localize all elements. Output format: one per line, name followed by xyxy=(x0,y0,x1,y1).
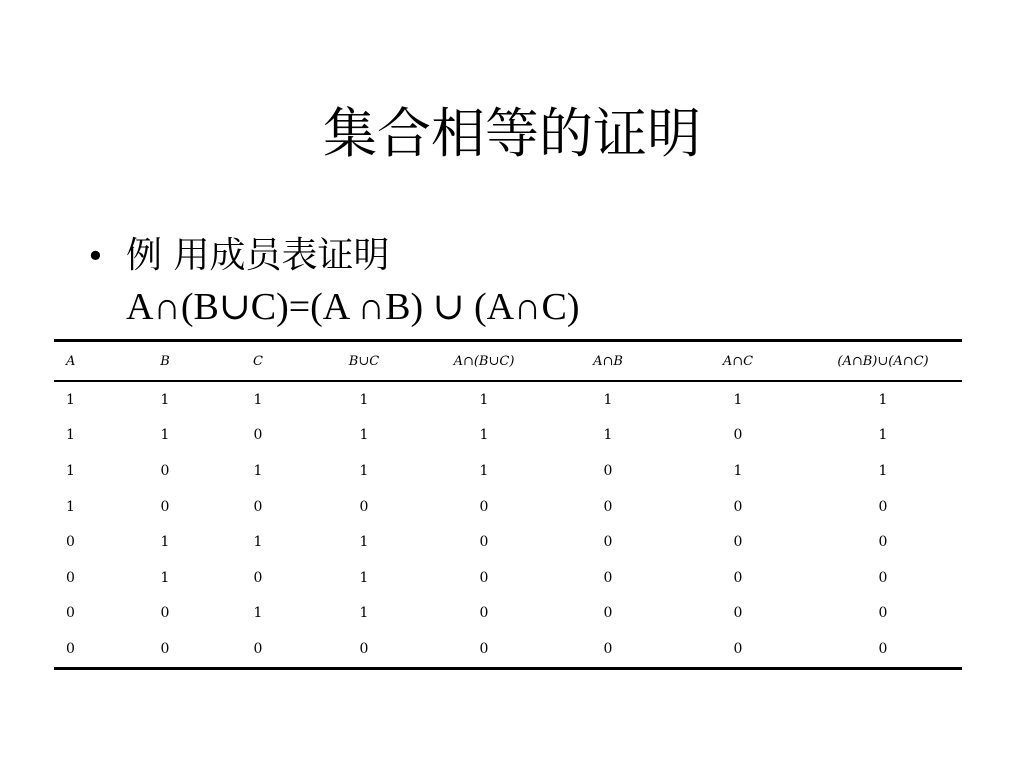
table-cell: 0 xyxy=(603,640,613,657)
table-cell: 1 xyxy=(253,462,263,479)
table-cell: 1 xyxy=(733,391,743,408)
table-cell: 0 xyxy=(733,427,743,444)
table-cell: 0 xyxy=(603,498,613,515)
set-formula: A∩(B∪C)=(A ∩B) ∪ (A∩C) xyxy=(126,286,580,328)
table-cell: 1 xyxy=(160,569,170,586)
table-cell: 1 xyxy=(878,462,888,479)
table-cell: 0 xyxy=(359,498,369,515)
table-cell: 1 xyxy=(66,498,75,515)
table-cell: 1 xyxy=(253,534,263,551)
table-cell: 1 xyxy=(66,462,75,479)
table-cell: 0 xyxy=(733,605,743,622)
table-cell: 1 xyxy=(359,391,369,408)
membership-table xyxy=(54,339,962,670)
table-cell: 0 xyxy=(479,498,489,515)
table-cell: 0 xyxy=(160,498,170,515)
slide-title: 集合相等的证明 xyxy=(323,102,701,165)
table-cell: 0 xyxy=(66,569,75,586)
table-cell: 1 xyxy=(359,427,369,444)
table-row xyxy=(54,560,962,596)
table-cell: 1 xyxy=(878,391,888,408)
table-header-cell: A xyxy=(66,353,76,369)
table-row xyxy=(54,453,962,489)
table-row xyxy=(54,418,962,454)
table-cell: 0 xyxy=(160,640,170,657)
table-cell: 1 xyxy=(479,391,489,408)
table-header-cell: (A∩B)∪(A∩C) xyxy=(837,353,929,369)
table-cell: 1 xyxy=(359,605,369,622)
table-row xyxy=(54,631,962,668)
table-cell: 0 xyxy=(878,569,888,586)
table-cell: 1 xyxy=(359,569,369,586)
table-header-row xyxy=(54,341,962,382)
table-row xyxy=(54,489,962,525)
table-cell: 0 xyxy=(253,498,263,515)
table-cell: 0 xyxy=(253,569,263,586)
table-cell: 0 xyxy=(603,569,613,586)
table-cell: 0 xyxy=(66,640,75,657)
table-cell: 0 xyxy=(479,534,489,551)
table-cell: 0 xyxy=(66,534,75,551)
table-cell: 0 xyxy=(160,605,170,622)
table-row xyxy=(54,596,962,632)
table-cell: 0 xyxy=(878,605,888,622)
bullet-text: 例 用成员表证明 xyxy=(126,235,390,276)
table-cell: 0 xyxy=(479,605,489,622)
table-cell: 0 xyxy=(253,640,263,657)
table-cell: 0 xyxy=(603,462,613,479)
table-cell: 0 xyxy=(359,640,369,657)
table-header-cell: A∩B xyxy=(593,353,623,369)
table-cell: 0 xyxy=(479,569,489,586)
table-cell: 1 xyxy=(160,427,170,444)
table-cell: 1 xyxy=(479,427,489,444)
table-cell: 1 xyxy=(253,391,263,408)
table-cell: 0 xyxy=(479,640,489,657)
table-header-cell: A∩(B∪C) xyxy=(453,353,515,369)
table-cell: 0 xyxy=(733,640,743,657)
table-header-cell: B xyxy=(160,353,170,369)
table-cell: 1 xyxy=(253,605,263,622)
table-cell: 0 xyxy=(603,605,613,622)
table-cell: 0 xyxy=(878,534,888,551)
table-cell: 0 xyxy=(66,605,75,622)
table-cell: 1 xyxy=(160,534,170,551)
table-header-cell: B∪C xyxy=(348,353,380,369)
table-row xyxy=(54,381,962,418)
table-row xyxy=(54,524,962,560)
bullet-dot: • xyxy=(86,237,105,275)
table-cell: 1 xyxy=(66,391,75,408)
table-cell: 1 xyxy=(66,427,75,444)
table-cell: 1 xyxy=(160,391,170,408)
table-cell: 0 xyxy=(253,427,263,444)
table-cell: 0 xyxy=(160,462,170,479)
table-header-cell: A∩C xyxy=(722,353,754,369)
table-cell: 1 xyxy=(479,462,489,479)
table-cell: 0 xyxy=(733,498,743,515)
table-cell: 1 xyxy=(359,534,369,551)
bullet-block xyxy=(86,232,986,332)
table-cell: 0 xyxy=(733,534,743,551)
table-header-cell: C xyxy=(253,353,263,369)
table-cell: 1 xyxy=(603,391,613,408)
table-cell: 0 xyxy=(878,498,888,515)
bullet-item xyxy=(86,232,986,280)
table-cell: 1 xyxy=(878,427,888,444)
table-cell: 0 xyxy=(733,569,743,586)
table-cell: 1 xyxy=(603,427,613,444)
table-body xyxy=(54,381,962,668)
table-cell: 1 xyxy=(359,462,369,479)
table-cell: 1 xyxy=(733,462,743,479)
table-cell: 0 xyxy=(878,640,888,657)
table-cell: 0 xyxy=(603,534,613,551)
